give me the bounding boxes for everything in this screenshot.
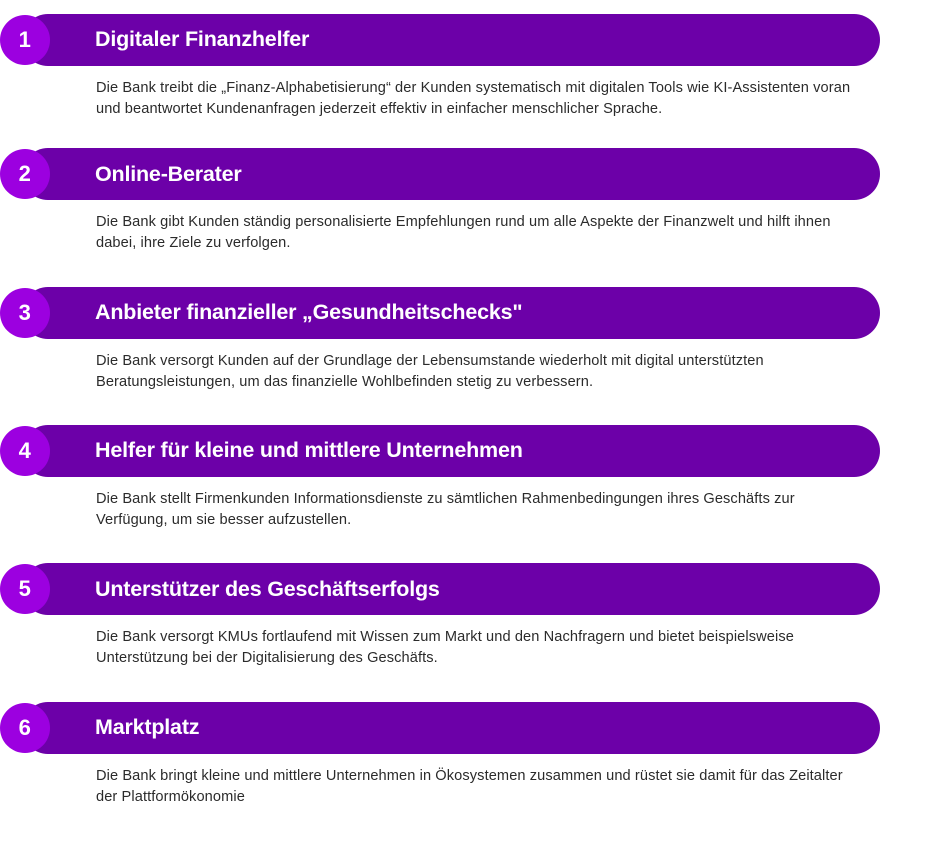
role-bar <box>18 148 880 200</box>
role-bar <box>18 563 880 615</box>
spacer <box>0 126 925 148</box>
spacer <box>0 676 925 702</box>
role-number-badge: 1 <box>0 15 50 65</box>
role-description: Die Bank versorgt KMUs fortlaufend mit Wissen zum Markt und den Nachfragern und bietet beispielsweise Unterstützung bei der Digitalisierung des Geschäfts. <box>96 629 794 667</box>
role-number-badge: 2 <box>0 149 50 199</box>
list-item <box>0 702 925 808</box>
role-description: Die Bank treibt die „Finanz-Alphabetisierung“ der Kunden systematisch mit digitalen Tools wie KI-Assistenten voran und beantwortet Kundenanfragen jederzeit effektiv in einfacher menschlicher Sprache. <box>96 80 851 118</box>
spacer <box>0 537 925 563</box>
role-title: Marktplatz <box>95 714 200 739</box>
role-title: Online-Berater <box>95 161 242 186</box>
list-item <box>0 148 925 254</box>
role-title: Anbieter finanzieller „Gesundheitschecks" <box>95 299 523 324</box>
role-bar <box>18 287 880 339</box>
role-number-badge: 5 <box>0 564 50 614</box>
role-description: Die Bank stellt Firmenkunden Informationsdienste zu sämtlichen Rahmenbedingungen ihres Geschäfts zur Verfügung, um sie besser aufzustellen. <box>96 490 795 529</box>
role-bar <box>18 14 880 66</box>
list-item <box>0 14 925 120</box>
list-item <box>0 287 925 393</box>
role-bar <box>18 425 880 477</box>
role-title: Digitaler Finanzhelfer <box>95 27 310 52</box>
role-description: Die Bank versorgt Kunden auf der Grundlage der Lebensumstande wiederholt mit digital unterstützten Beratungsleistungen, um das finanzielle Wohlbefinden stetig zu verbessern. <box>96 352 764 390</box>
role-bar <box>18 702 880 754</box>
spacer <box>0 261 925 287</box>
role-number-badge: 4 <box>0 426 50 476</box>
role-title: Unterstützer des Geschäftserfolgs <box>95 576 440 601</box>
list-item <box>0 563 925 669</box>
role-description: Die Bank bringt kleine und mittlere Unternehmen in Ökosystemen zusammen und rüstet sie damit für das Zeitalter der Plattformökonomie <box>96 767 843 805</box>
role-description: Die Bank gibt Kunden ständig personalisierte Empfehlungen rund um alle Aspekte der Finanzwelt und hilft ihnen dabei, ihre Ziele zu verfolgen. <box>96 214 831 252</box>
spacer <box>0 399 925 425</box>
role-number-badge: 6 <box>0 703 50 753</box>
list-item <box>0 425 925 531</box>
role-title: Helfer für kleine und mittlere Unternehmen <box>95 438 523 463</box>
role-number-badge: 3 <box>0 288 50 338</box>
